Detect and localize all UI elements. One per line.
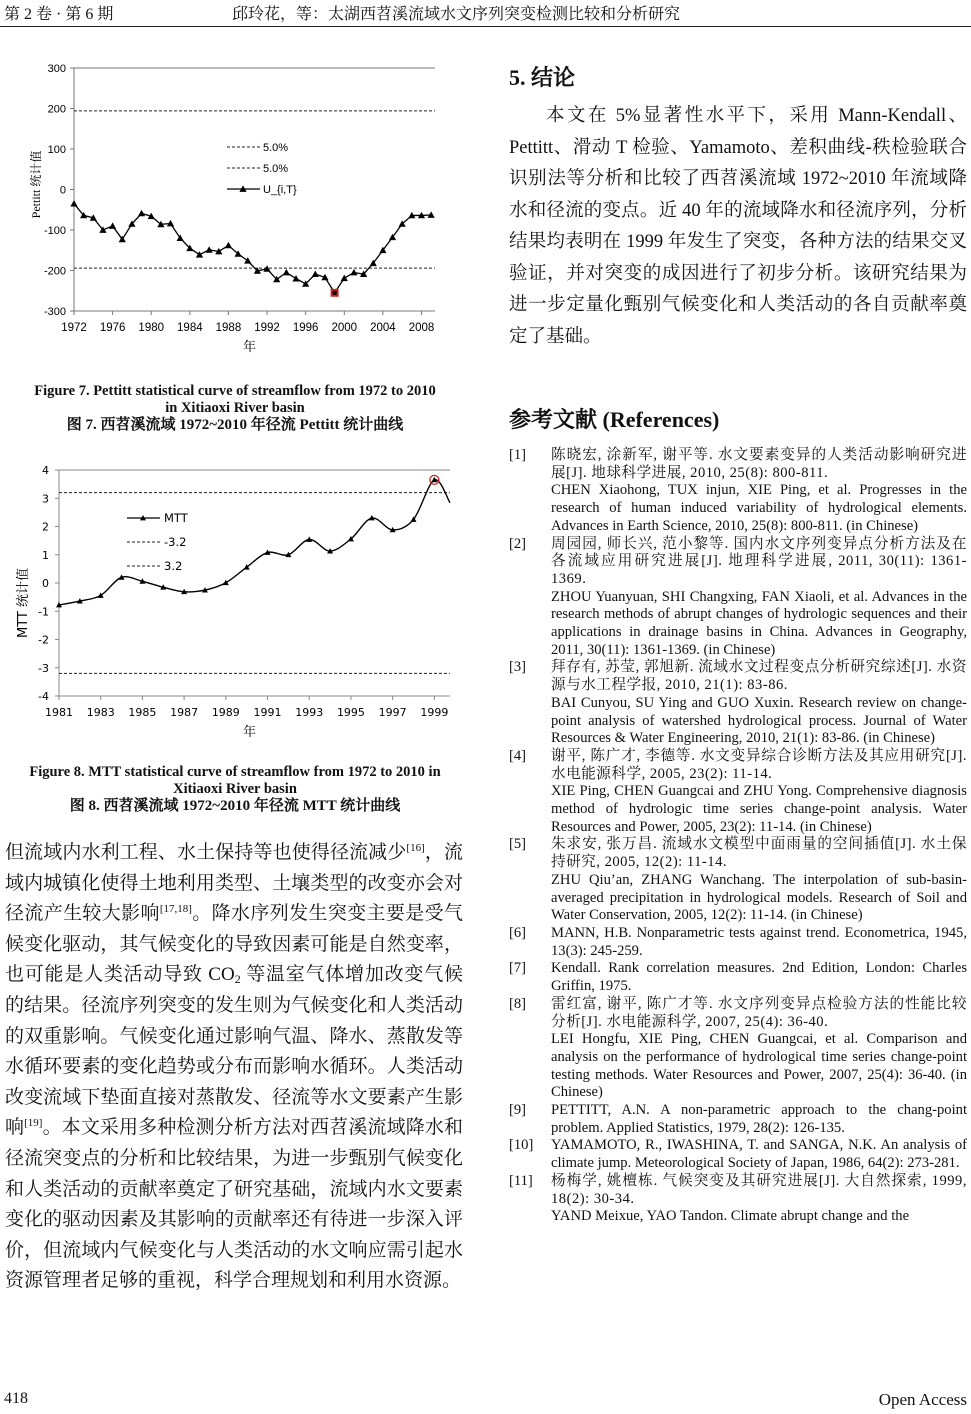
reference-item <box>509 996 967 1102</box>
body-text-segment: ，流域内城镇化使得土地利用类型、土壤类型的改变亦会对径流产生较大影响 <box>5 842 463 925</box>
reference-english: YAMAMOTO, R., IWASHINA, T. and SANGA, N.K. An analysis of climate jump. Meteorological Society of Japan, 1986, 64(2): 273-281. <box>551 1137 967 1172</box>
reference-chinese: 杨梅学, 姚檀栋. 气候突变及其研究进展[J]. 大自然探索, 1999, 18(2): 30-34. <box>551 1172 967 1207</box>
y-axis-title: Pettitt 统计值 <box>29 150 43 219</box>
y-tick-label: -4 <box>38 690 49 703</box>
data-point-marker <box>109 222 116 228</box>
legend-label-upper: 5.0% <box>263 142 289 154</box>
y-tick-label: 0 <box>42 577 49 590</box>
reference-english: BAI Cunyou, SU Ying and GUO Xuxin. Research review on change-point analysis of watershed hydrological process. Journal of Water Resources & Water Engineering, 2010, 21(1): 83-86. (in Chinese) <box>551 694 967 747</box>
reference-number: [10] <box>509 1137 534 1154</box>
x-tick-label: 1989 <box>211 706 240 719</box>
y-tick-label: -3 <box>38 661 49 675</box>
reference-number: [9] <box>509 1102 527 1119</box>
x-tick-label: 1981 <box>45 706 73 719</box>
reference-body <box>551 659 967 748</box>
figure8-caption-en-2: Xitiaoxi River basin <box>173 781 297 797</box>
reference-number: [7] <box>509 960 527 977</box>
data-point-marker <box>283 269 290 275</box>
legend-label-lower: 5.0% <box>263 163 289 175</box>
reference-english: CHEN Xiaohong, TUX injun, XIE Ping, et al. Progresses in the research of human induced variability of hydrological elements. Advances in Earth Science, 2010, 25(8): 800-811. (in Chinese) <box>551 482 967 534</box>
conclusion-heading: 5. 结论 <box>509 65 576 90</box>
data-point-marker <box>333 291 337 295</box>
running-title: 邱玲花，等：太湖西苕溪流域水文序列突变检测比较和分析研究 <box>232 6 681 23</box>
x-tick-label: 1985 <box>128 706 157 719</box>
x-tick-label: 1992 <box>254 322 280 334</box>
data-point-marker <box>244 257 251 263</box>
figure7-caption-zh: 图 7. 西苕溪流域 1972~2010 年径流 Pettitt 统计曲线 <box>66 417 404 433</box>
pettitt-chart <box>10 58 465 358</box>
reference-body <box>551 925 967 960</box>
reference-english: ZHU Qiu’an, ZHANG Wanchang. The interpolation of sub-basin-averaged precipitation in hydrological models. Research of Soil and Water Conservation, 2005, 12(2): 11-14. (in Chinese) <box>551 871 967 924</box>
pettitt-series-line <box>74 204 431 293</box>
reference-chinese: 陈晓宏, 涂新军, 谢平等. 水文要素变异的人类活动影响研究进展[J]. 地球科学进展, 2010, 25(8): 800-811. <box>551 447 967 481</box>
x-tick-label: 1995 <box>336 706 365 719</box>
x-tick-label: 1987 <box>170 706 199 719</box>
reference-item <box>509 536 967 660</box>
data-point-marker <box>312 271 319 277</box>
reference-english: MANN, H.B. Nonparametric tests against trend. Econometrica, 1945, 13(3): 245-259. <box>551 924 967 959</box>
legend-label-series: MTT <box>164 511 188 525</box>
figure7-caption <box>0 383 470 434</box>
data-point-marker <box>196 251 203 257</box>
reference-number: [2] <box>509 535 527 552</box>
data-point-marker <box>225 242 232 248</box>
x-tick-label: 2000 <box>331 322 358 334</box>
reference-item <box>509 1137 967 1172</box>
reference-item <box>509 1102 967 1137</box>
reference-item <box>509 659 967 748</box>
mtt-chart-svg <box>5 460 465 745</box>
reference-english: XIE Ping, CHEN Guangcai and ZHU Yong. Comprehensive diagnosis method of hydrologic time series change-point analysis. Water Resources and Power, 2005, 23(2): 11-14. (in Chinese) <box>551 783 967 835</box>
body-text-segment: 。降水序列发生突变主要是受气候变化驱动，其气候变化的导致因素可能是自然变率，也可能是人类活动导致 CO <box>5 903 463 986</box>
reference-number: [5] <box>509 836 527 853</box>
data-point-marker <box>138 210 145 216</box>
reference-item <box>509 836 967 925</box>
reference-body <box>551 447 967 536</box>
y-tick-label: -2 <box>38 633 49 647</box>
x-tick-label: 1996 <box>292 322 319 334</box>
data-point-marker <box>341 275 348 281</box>
reference-chinese: 周园园, 师长兴, 范小黎等. 国内水文序列变异点分析方法及在各流域应用研究进展[J]. 地理科学进展, 2011, 30(11): 1361-1369. <box>551 535 967 587</box>
x-tick-label: 1984 <box>177 322 203 334</box>
conclusion-text: 本文在 5%显著性水平下，采用 Mann-Kendall、Pettitt、滑动 T 检验、Yamamoto、差积曲线-秩检验联合识别法等分析和比较了西苕溪流域 1972~2010 年流域降水和径流的变点。近 40 年的流域降水和径流序列，分析结果均表明在 1999 年发生了突变，各种方法的结果交叉验证，并对突变的成因进行了初步分析。该研究结果为进一步定量化甄别气候变化和人类活动的各自贡献率奠定了基础。 <box>509 106 967 347</box>
x-tick-label: 1999 <box>420 706 449 719</box>
data-point-marker <box>177 235 184 241</box>
co2-subscript: 2 <box>234 972 241 987</box>
x-tick-label: 1997 <box>378 706 407 719</box>
citation-17-18[interactable]: [17,18] <box>159 903 192 916</box>
reference-item <box>509 925 967 960</box>
x-tick-label: 1991 <box>253 706 282 719</box>
reference-number: [3] <box>509 659 527 676</box>
x-tick-label: 1980 <box>138 322 165 334</box>
y-tick-label: -200 <box>43 265 66 278</box>
reference-body <box>551 960 967 995</box>
y-axis-title: MTT 统计值 <box>16 567 31 639</box>
y-tick-label: 300 <box>47 63 66 75</box>
x-tick-label: 1983 <box>86 706 115 719</box>
reference-chinese: 朱求安, 张万昌. 流域水文模型中面雨量的空间插值[J]. 水土保持研究, 2005, 12(2): 11-14. <box>551 836 967 871</box>
left-body-text <box>5 838 463 1297</box>
data-point-marker <box>350 269 357 275</box>
reference-body <box>551 536 967 660</box>
y-tick-label: 4 <box>42 464 49 477</box>
x-tick-label: 1972 <box>61 322 87 334</box>
citation-19[interactable]: [19] <box>24 1117 43 1130</box>
references-heading: 参考文献 (References) <box>509 407 720 432</box>
y-tick-label: 1 <box>42 548 49 562</box>
reference-number: [1] <box>509 447 527 463</box>
data-point-marker <box>70 200 77 206</box>
y-tick-label: 0 <box>59 184 66 197</box>
reference-english: Kendall. Rank correlation measures. 2nd Edition, London: Charles Griffin, 1975. <box>551 960 967 995</box>
y-tick-label: -1 <box>38 605 49 619</box>
figure7-caption-en-1: Figure 7. Pettitt statistical curve of streamflow from 1972 to 2010 <box>34 383 436 399</box>
y-tick-label: -100 <box>43 225 66 237</box>
reference-english: LEI Hongfu, XIE Ping, CHEN Guangcai, et al. Comparison and analysis on the performance of hydrological time series change-point testing methods. Water Resources and Power, 2007, 25(4): 36-40. (in Chinese) <box>551 1031 967 1101</box>
reference-item <box>509 1173 967 1226</box>
figure8-caption-en-1: Figure 8. MTT statistical curve of streamflow from 1972 to 2010 in <box>29 764 441 780</box>
y-tick-label: 100 <box>47 144 66 156</box>
x-tick-label: 1993 <box>295 706 324 719</box>
reference-body <box>551 748 967 837</box>
y-tick-label: 200 <box>47 103 66 116</box>
reference-item <box>509 748 967 837</box>
y-tick-label: 2 <box>42 520 49 534</box>
figure7-caption-en-2: in Xitiaoxi River basin <box>165 400 305 416</box>
reference-body <box>551 836 967 925</box>
x-axis-title: 年 <box>242 725 257 740</box>
body-text-segment: 等温室气体增加改变气候的结果。径流序列突变的发生则为气候变化和人类活动的双重影响。气候变化通过影响气温、降水、蒸散发等水循环要素的变化趋势或分布而影响水循环。人类活动改变流域下垫面直接对蒸散发、径流等水文要素产生影响 <box>5 964 463 1139</box>
reference-number: [4] <box>509 747 527 764</box>
data-point-marker <box>223 580 229 585</box>
reference-item <box>509 960 967 995</box>
legend-label-upper: 3.2 <box>164 559 183 573</box>
pettitt-chart-svg <box>10 58 465 358</box>
right-column <box>509 55 967 1226</box>
mtt-series-line <box>59 480 450 605</box>
citation-16[interactable]: [16] <box>406 842 425 854</box>
y-tick-label: -300 <box>43 306 66 318</box>
reference-item <box>509 447 967 536</box>
data-point-marker <box>206 246 213 252</box>
figure8-caption <box>0 764 470 815</box>
x-tick-label: 1988 <box>215 322 242 334</box>
reference-number: [8] <box>509 995 527 1012</box>
data-point-marker <box>292 275 299 281</box>
body-text-segment: 但流域内水利工程、水土保持等也使得径流减少 <box>5 842 407 863</box>
y-tick-label: 3 <box>42 492 49 506</box>
reference-chinese: 谢平, 陈广才, 李德等. 水文变异综合诊断方法及其应用研究[J]. 水电能源科学, 2005, 23(2): 11-14. <box>551 747 967 782</box>
reference-number: [6] <box>509 924 527 941</box>
page-number: 418 <box>4 1390 28 1407</box>
reference-english: YAND Meixue, YAO Tandon. Climate abrupt change and the <box>551 1208 910 1225</box>
reference-english: PETTITT, A.N. A non-parametric approach to the chang-point problem. Applied Statistics, 1979, 28(2): 126-135. <box>551 1102 967 1136</box>
reference-body <box>551 1173 967 1226</box>
reference-body <box>551 996 967 1102</box>
reference-chinese: 雷红富, 谢平, 陈广才等. 水文序列变异点检验方法的性能比较分析[J]. 水电能源科学, 2007, 25(4): 36-40. <box>551 995 967 1030</box>
open-access-label: Open Access <box>878 1390 967 1409</box>
figure8-caption-zh: 图 8. 西苕溪流域 1972~2010 年径流 MTT 统计曲线 <box>69 798 401 814</box>
legend-label-lower: -3.2 <box>164 535 187 549</box>
running-header <box>0 0 971 27</box>
reference-body <box>551 1102 967 1137</box>
volume-issue: 第 2 卷 · 第 6 期 <box>4 6 114 23</box>
reference-chinese: 拜存有, 苏莹, 郭旭新. 流域水文过程变点分析研究综述[J]. 水资源与水工程学报, 2010, 21(1): 83-86. <box>551 659 967 694</box>
body-text-segment: 。本文采用多种检测分析方法对西苕溪流域降水和径流突变点的分析和比较结果，为进一步甄别气候变化和人类活动的贡献率奠定了研究基础，流域内水文要素变化的驱动因素及其影响的贡献率还有待进一步深入评价，但流域内气候变化与人类活动的水文响应需引起水资源管理者足够的重视，科学合理规划和利用水资源。 <box>5 1117 463 1292</box>
x-tick-label: 2008 <box>408 322 435 334</box>
reference-body <box>551 1137 967 1172</box>
reference-number: [11] <box>509 1172 533 1189</box>
reference-english: ZHOU Yuanyuan, SHI Changxing, FAN Xiaoli, et al. Advances in the research methods of abrupt changes of hydrologic sequences and their applications in drainage basins in China. Advances in Geography, 2011, 30(11): 1361-1369. (in Chinese) <box>551 588 967 658</box>
x-tick-label: 2004 <box>370 322 396 334</box>
body-paragraph <box>5 838 463 1297</box>
reference-list <box>509 447 967 1226</box>
legend-label-series: U_{i,T} <box>263 184 297 196</box>
x-axis-title: 年 <box>242 340 257 355</box>
mtt-chart <box>5 460 465 745</box>
x-tick-label: 1976 <box>99 322 126 334</box>
